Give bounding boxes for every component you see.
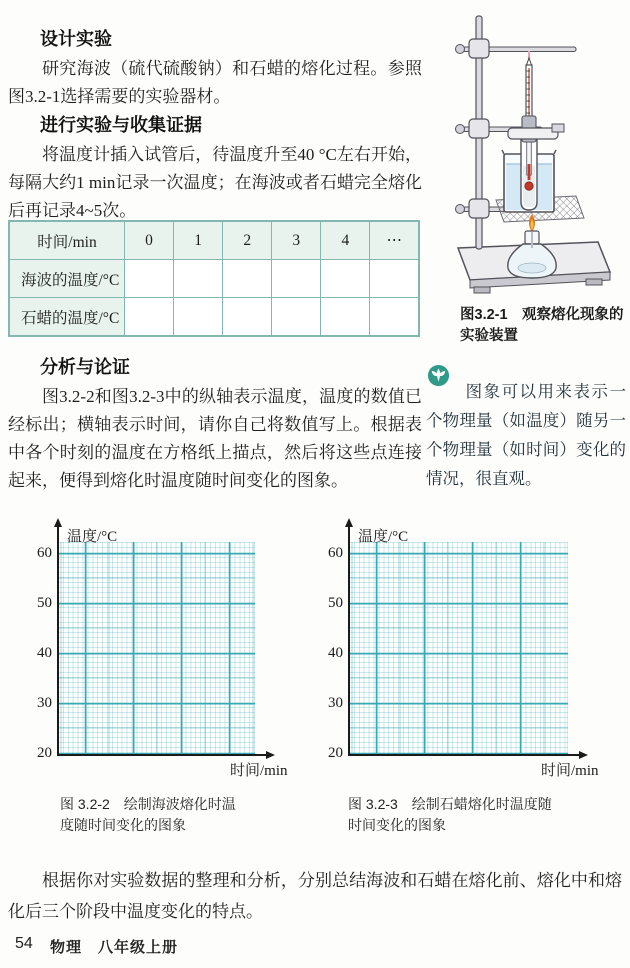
chart-caption-shila: 图 3.2-3 绘制石蜡熔化时温度随时间变化的图象 (348, 796, 552, 833)
x-axis-arrow-icon (266, 751, 275, 759)
stand-foot (586, 279, 602, 285)
footer-book-title: 物理 八年级上册 (50, 939, 179, 956)
empty-cell (223, 298, 272, 337)
graph-paper-grid (349, 542, 568, 755)
section-heading-design-experiment: 设计实验 (40, 28, 112, 49)
section-heading-analysis: 分析与论证 (40, 356, 130, 377)
row-label-haibo: 海波的温度/°C (9, 260, 125, 298)
chart-caption-haibo: 图 3.2-2 绘制海波熔化时温度随时间变化的图象 (60, 796, 236, 833)
table-header-time: 时间/min (9, 221, 125, 260)
y-tick-40: 40 (328, 645, 343, 661)
empty-cell (174, 298, 223, 337)
y-tick-30: 30 (37, 695, 52, 711)
page-number: 54 (15, 935, 33, 952)
y-axis-label: 温度/°C (358, 529, 409, 545)
empty-cell (125, 298, 174, 337)
y-tick-20: 20 (328, 745, 343, 761)
clamp-screw (552, 124, 564, 132)
y-tick-30: 30 (328, 695, 343, 711)
empty-cell (321, 260, 370, 298)
y-tick-50: 50 (37, 595, 52, 611)
stand-foot (474, 287, 490, 293)
table-header-0: 0 (125, 221, 174, 260)
design-experiment-paragraph: 研究海波（硫代硫酸钠）和石蜡的熔化过程。参照图3.2-1选择需要的实验器材。 (8, 59, 422, 106)
table-header-2: 2 (223, 221, 272, 260)
clamp-middle (456, 119, 490, 138)
analysis-paragraph: 图3.2-2和图3.2-3中的纵轴表示温度，温度的数值已经标出；横轴表示时间，请你自己将数值写上。根据表中各个时刻的温度在方格纸上描点，然后将这些点连接起来，便得到熔化时温度随时间变化的图象。 (8, 387, 422, 490)
alcohol-lamp (508, 231, 556, 278)
y-tick-60: 60 (37, 545, 52, 561)
y-axis (57, 527, 59, 755)
x-axis (348, 754, 580, 756)
y-axis-arrow-icon (54, 518, 62, 527)
table-row-shila (9, 298, 419, 337)
table-header-ellipsis: ⋯ (370, 221, 419, 260)
side-note-text: 图象可以用来表示一个物理量（如温度）随另一个物理量（如时间）变化的情况，很直观。 (426, 381, 626, 488)
empty-cell (272, 298, 321, 337)
lab-stand-apparatus-illustration (436, 4, 630, 302)
y-axis-arrow-icon (345, 518, 353, 527)
x-axis-label: 时间/min (541, 763, 599, 779)
x-axis-arrow-icon (579, 751, 588, 759)
conduct-experiment-paragraph: 将温度计插入试管后，待温度升至40 °C左右开始，每隔大约1 min记录一次温度；在海波或者石蜡完全熔化后再记录4~5次。 (8, 145, 422, 220)
section-heading-conduct-experiment: 进行实验与收集证据 (40, 114, 202, 135)
table-header-3: 3 (272, 221, 321, 260)
table-header-4: 4 (321, 221, 370, 260)
empty-cell (272, 260, 321, 298)
empty-cell (174, 260, 223, 298)
graph-paper-grid (58, 542, 255, 755)
empty-cell (321, 298, 370, 337)
apparatus-figure-caption: 图3.2-1 观察熔化现象的实验装置 (460, 307, 624, 344)
y-tick-40: 40 (37, 645, 52, 661)
temperature-record-table (8, 220, 420, 337)
table-header-1: 1 (174, 221, 223, 260)
x-axis (57, 754, 268, 756)
clamp-top (456, 39, 490, 58)
empty-cell (125, 260, 174, 298)
x-axis-label: 时间/min (230, 763, 288, 779)
empty-cell (370, 260, 419, 298)
y-tick-20: 20 (37, 745, 52, 761)
conclusion-paragraph: 根据你对实验数据的整理和分析，分别总结海波和石蜡在熔化前、熔化中和熔化后三个阶段中温度变化的特点。 (8, 871, 622, 921)
row-label-shila: 石蜡的温度/°C (9, 298, 125, 337)
empty-cell (370, 298, 419, 337)
empty-cell (223, 260, 272, 298)
tube-holder-clamp (508, 128, 558, 139)
y-tick-50: 50 (328, 595, 343, 611)
table-row-haibo (9, 260, 419, 298)
y-axis-label: 温度/°C (67, 529, 118, 545)
table-header-row (9, 221, 419, 260)
y-tick-60: 60 (328, 545, 343, 561)
clamp-bottom (456, 199, 490, 218)
y-axis (348, 527, 350, 755)
